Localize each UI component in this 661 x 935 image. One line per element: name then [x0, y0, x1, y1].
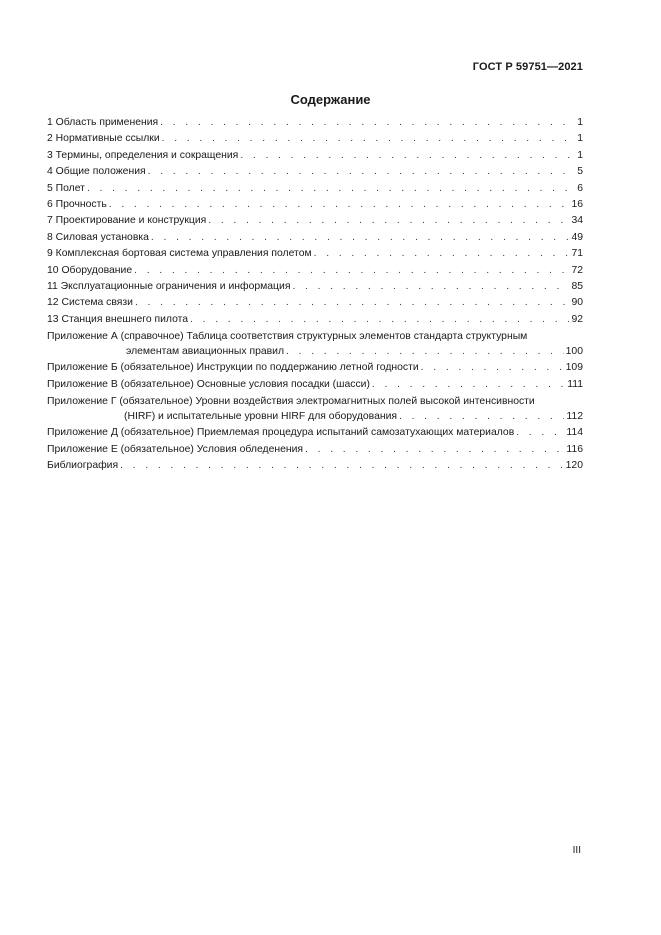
toc-entry-title: 11 Эксплуатационные ограничения и информация — [47, 281, 291, 293]
toc-leader-dots — [208, 213, 569, 229]
toc-entry-title: Приложение А (справочное) Таблица соответствия структурных элементов стандарта структурным — [47, 331, 528, 343]
toc-entry-title: 8 Силовая установка — [47, 231, 149, 243]
toc-leader-dots — [292, 279, 569, 295]
toc-entry-title: 2 Нормативные ссылки — [47, 133, 160, 145]
toc-entry-page: 6 — [577, 182, 583, 194]
toc-leader-dots — [190, 312, 569, 328]
toc-entry-page: 1 — [577, 133, 583, 145]
toc-entry[interactable] — [47, 442, 583, 458]
toc-entry[interactable] — [47, 197, 583, 213]
toc-entry[interactable] — [47, 230, 583, 246]
toc-entry-page: 90 — [571, 297, 583, 309]
page-number: III — [572, 845, 581, 856]
toc-entry-title: 13 Станция внешнего пилота — [47, 313, 189, 325]
toc-entry[interactable] — [47, 131, 583, 147]
toc-entry-title: 1 Область применения — [47, 117, 159, 128]
toc-entry-page: 72 — [571, 264, 583, 276]
toc-entry-title: 6 Прочность — [47, 199, 107, 211]
toc-leader-dots — [120, 458, 564, 474]
toc-entry-title: 3 Термины, определения и сокращения — [47, 149, 239, 161]
toc-leader-dots — [399, 409, 564, 425]
toc-leader-dots — [109, 197, 570, 213]
toc-entry[interactable] — [47, 246, 583, 262]
toc-entry-page: 112 — [566, 410, 583, 422]
toc-entry-title: 4 Общие положения — [47, 166, 146, 178]
toc-entry-page: 71 — [571, 248, 583, 260]
toc-entry-page: 120 — [565, 459, 583, 471]
toc-leader-dots — [151, 230, 570, 246]
toc-entry-title: 9 Комплексная бортовая система управления полетом — [47, 248, 312, 260]
toc-entry-page: 1 — [577, 149, 583, 161]
toc-entry-page: 114 — [566, 427, 583, 439]
toc-entry-title-continued: элементам авиационных правил — [126, 345, 285, 357]
toc-entry-title: Приложение Г (обязательное) Уровни воздействия электромагнитных полей высокой интенсивности — [47, 396, 535, 408]
toc-leader-dots — [240, 148, 575, 164]
toc-entry-page: 34 — [571, 215, 583, 227]
toc-entry[interactable] — [47, 312, 583, 328]
toc-entry[interactable] — [47, 330, 583, 360]
toc-entry-title: 10 Оборудование — [47, 264, 133, 276]
toc-entry-title: Приложение Е (обязательное) Условия обледенения — [47, 443, 304, 455]
toc-entry-page: 111 — [567, 378, 583, 390]
page-title: Содержание — [290, 92, 371, 107]
toc-entry[interactable] — [47, 458, 583, 474]
toc-entry-page: 100 — [565, 345, 583, 357]
toc-entry[interactable] — [47, 377, 583, 393]
toc-entry-title: 5 Полет — [47, 182, 85, 194]
toc-leader-dots — [516, 425, 564, 441]
toc-entry-title: 12 Система связи — [47, 297, 133, 309]
toc-leader-dots — [372, 377, 565, 393]
toc-entry[interactable] — [47, 148, 583, 164]
toc-entry-page: 92 — [571, 313, 583, 325]
standard-designation: ГОСТ Р 59751—2021 — [472, 61, 583, 73]
toc-entry[interactable] — [47, 181, 583, 197]
toc-entry-page: 49 — [571, 231, 583, 243]
toc-entry-title: Приложение Б (обязательное) Инструкции по поддержанию летной годности — [47, 362, 419, 374]
toc-entry[interactable] — [47, 164, 583, 180]
toc-entry-title: Библиография — [47, 459, 119, 471]
toc-leader-dots — [87, 181, 575, 197]
toc-entry-page: 5 — [577, 166, 583, 178]
toc-entry[interactable] — [47, 395, 583, 425]
toc-leader-dots — [134, 263, 569, 279]
toc-entry-page: 109 — [565, 362, 583, 374]
toc-leader-dots — [314, 246, 570, 262]
toc-entry[interactable] — [47, 263, 583, 279]
toc-entry[interactable] — [47, 295, 583, 311]
toc-leader-dots — [160, 115, 575, 131]
toc-entry-title-continued: (HIRF) и испытательные уровни HIRF для оборудования — [124, 410, 398, 422]
toc-leader-dots — [286, 344, 564, 360]
toc-entry[interactable] — [47, 425, 583, 441]
toc-entry-page: 16 — [571, 199, 583, 211]
table-of-contents — [47, 115, 583, 474]
toc-leader-dots — [148, 164, 576, 180]
toc-leader-dots — [421, 360, 564, 376]
toc-entry[interactable] — [47, 115, 583, 131]
toc-leader-dots — [305, 442, 564, 458]
toc-entry[interactable] — [47, 213, 583, 229]
toc-leader-dots — [135, 295, 569, 311]
toc-entry-title: Приложение Д (обязательное) Приемлемая процедура испытаний самозатухающих материалов — [47, 427, 515, 439]
toc-entry[interactable] — [47, 279, 583, 295]
toc-entry-page: 85 — [571, 281, 583, 293]
toc-entry-title: 7 Проектирование и конструкция — [47, 215, 207, 227]
toc-entry-title: Приложение В (обязательное) Основные условия посадки (шасси) — [47, 378, 370, 390]
toc-entry-page: 1 — [577, 117, 583, 128]
toc-leader-dots — [162, 131, 576, 147]
toc-entry-page: 116 — [566, 443, 583, 455]
toc-entry[interactable] — [47, 360, 583, 376]
